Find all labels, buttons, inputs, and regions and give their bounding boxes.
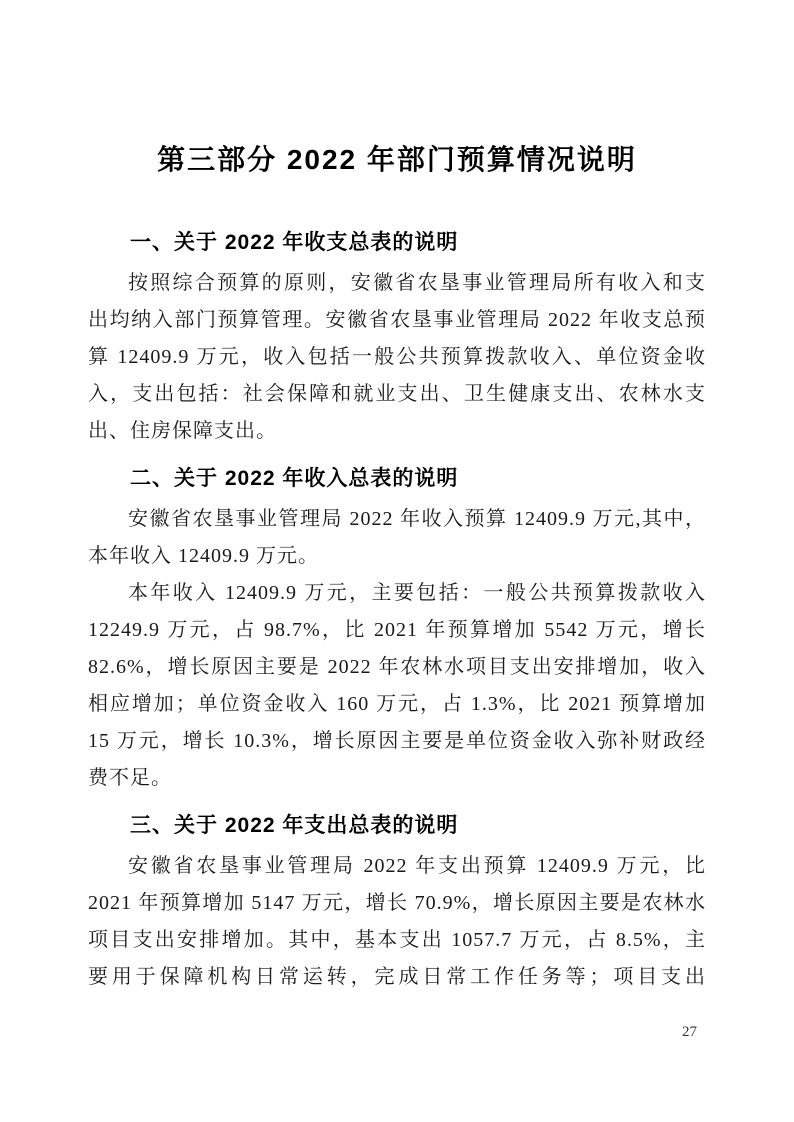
paragraph-line: 安徽省农垦事业管理局 2022 年收入预算 12409.9 万元,其中， — [128, 508, 706, 530]
paragraph-line: 2021 年预算增加 5147 万元，增长 70.9%，增长原因主要是农林水 — [88, 892, 706, 914]
section-heading: 三、关于 2022 年支出总表的说明 — [130, 814, 459, 837]
section-heading: 一、关于 2022 年收支总表的说明 — [130, 231, 459, 254]
paragraph-line: 相应增加；单位资金收入 160 万元，占 1.3%，比 2021 预算增加 — [88, 693, 706, 715]
paragraph-line: 入，支出包括：社会保障和就业支出、卫生健康支出、农林水支 — [88, 383, 706, 405]
paragraph-line: 本年收入 12409.9 万元，主要包括：一般公共预算拨款收入 — [128, 582, 706, 604]
document-content — [88, 142, 706, 996]
paragraph-line: 出均纳入部门预算管理。安徽省农垦事业管理局 2022 年收支总预 — [88, 309, 706, 331]
paragraph-line: 出、住房保障支出。 — [88, 420, 277, 442]
document-body — [88, 224, 706, 996]
paragraph-line: 82.6%，增长原因主要是 2022 年农林水项目支出安排增加，收入 — [88, 656, 706, 678]
paragraph-line: 15 万元，增长 10.3%，增长原因主要是单位资金收入弥补财政经 — [88, 730, 706, 752]
page-number: 27 — [682, 1024, 697, 1040]
paragraph-line: 要用于保障机构日常运转，完成日常工作任务等；项目支出 — [88, 966, 706, 988]
paragraph-line: 算 12409.9 万元，收入包括一般公共预算拨款收入、单位资金收 — [88, 346, 706, 368]
paragraph-line: 项目支出安排增加。其中，基本支出 1057.7 万元，占 8.5%，主 — [88, 929, 706, 951]
document-title: 第三部分 2022 年部门预算情况说明 — [157, 144, 637, 175]
paragraph-line: 按照综合预算的原则，安徽省农垦事业管理局所有收入和支 — [128, 272, 706, 294]
section-heading: 二、关于 2022 年收入总表的说明 — [130, 467, 459, 490]
paragraph-line: 本年收入 12409.9 万元。 — [88, 545, 319, 567]
paragraph-line: 安徽省农垦事业管理局 2022 年支出预算 12409.9 万元，比 — [128, 855, 706, 877]
paragraph-line: 12249.9 万元，占 98.7%，比 2021 年预算增加 5542 万元，增长 — [88, 619, 706, 641]
paragraph-line: 费不足。 — [88, 767, 172, 789]
